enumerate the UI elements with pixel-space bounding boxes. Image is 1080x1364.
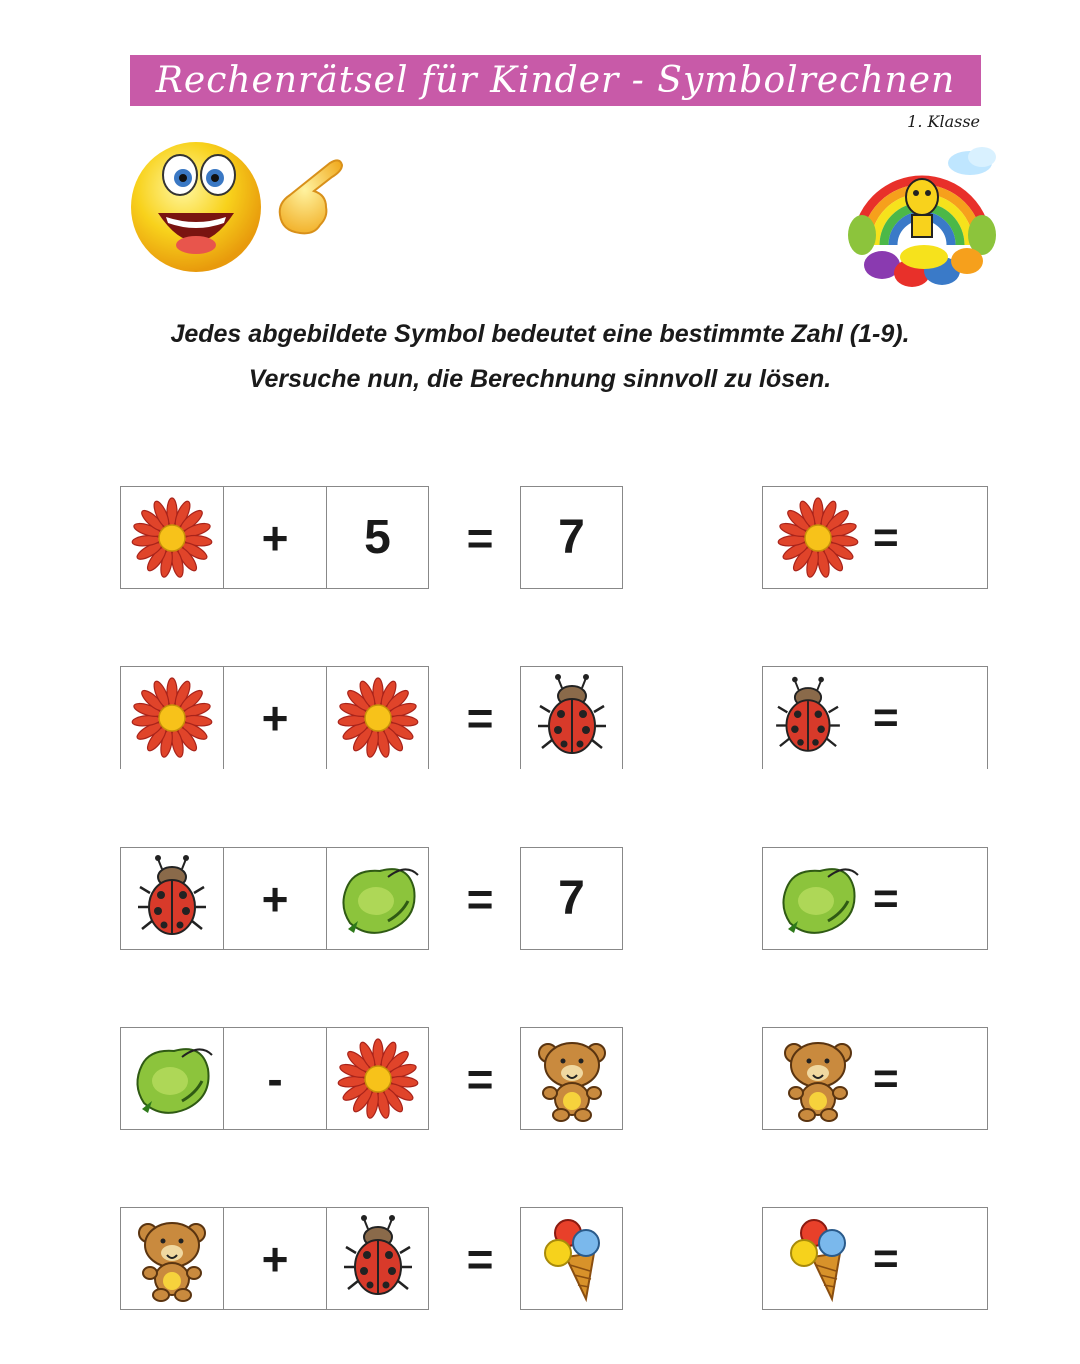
equals-sign: = bbox=[466, 1232, 494, 1285]
equation-2-result bbox=[520, 666, 623, 769]
flower-icon bbox=[124, 490, 220, 586]
equation-5-operator bbox=[223, 1207, 326, 1310]
kiwi-icon bbox=[770, 851, 866, 947]
flower-icon bbox=[330, 670, 426, 766]
equation-5-operand-b bbox=[326, 1207, 429, 1310]
equals-sign: = bbox=[466, 691, 494, 744]
teddy-bear-icon bbox=[524, 1031, 620, 1127]
equation-2-operand-a bbox=[120, 666, 223, 769]
ice-cream-icon bbox=[524, 1211, 620, 1307]
operator-plus: + bbox=[261, 511, 289, 564]
ice-cream-icon bbox=[770, 1211, 866, 1307]
equation-4-operand-b bbox=[326, 1027, 429, 1130]
teddy-bear-icon bbox=[124, 1211, 220, 1307]
rainbow-bee-logo bbox=[842, 135, 1002, 295]
answer-box-4[interactable] bbox=[762, 1027, 988, 1130]
equation-row-4 bbox=[0, 1027, 1080, 1131]
answer-equals-sign: = bbox=[873, 1053, 899, 1103]
equation-4-operator bbox=[223, 1027, 326, 1130]
ladybug-icon bbox=[330, 1211, 426, 1307]
kiwi-icon bbox=[124, 1031, 220, 1127]
equation-3-operand-b bbox=[326, 847, 429, 950]
equals-sign: = bbox=[466, 1052, 494, 1105]
instruction-line-2: Versuche nun, die Berechnung sinnvoll zu lösen. bbox=[248, 365, 832, 393]
equation-3-operand-a bbox=[120, 847, 223, 950]
answer-box-2[interactable] bbox=[762, 666, 988, 769]
operator-plus: + bbox=[261, 692, 289, 744]
equation-4-result bbox=[520, 1027, 623, 1130]
page-title: Rechenrätsel für Kinder - Symbolrechnen bbox=[155, 60, 956, 101]
number-value: 7 bbox=[558, 511, 585, 564]
ladybug-icon bbox=[524, 670, 620, 766]
equation-row-2 bbox=[0, 666, 1080, 770]
answer-equals-sign: = bbox=[873, 693, 899, 742]
equation-5-operand-a bbox=[120, 1207, 223, 1310]
flower-icon bbox=[124, 670, 220, 766]
equation-row-3 bbox=[0, 847, 1080, 951]
ladybug-icon bbox=[124, 851, 220, 947]
teddy-bear-icon bbox=[770, 1031, 866, 1127]
answer-box-3[interactable] bbox=[762, 847, 988, 950]
equation-3-operator bbox=[223, 847, 326, 950]
equals-sign: = bbox=[466, 872, 494, 925]
equation-1-operand-b bbox=[326, 486, 429, 589]
flower-icon bbox=[770, 490, 866, 586]
title-banner bbox=[130, 55, 981, 106]
equals-sign: = bbox=[466, 511, 494, 564]
number-value: 7 bbox=[558, 872, 585, 925]
equation-row-1 bbox=[0, 486, 1080, 590]
answer-equals-sign: = bbox=[873, 512, 899, 562]
operator-plus: + bbox=[261, 872, 289, 925]
grade-label: 1. Klasse bbox=[907, 112, 980, 131]
answer-box-1[interactable] bbox=[762, 486, 988, 589]
instruction-line-1: Jedes abgebildete Symbol bedeutet eine bestimmte Zahl (1-9). bbox=[170, 320, 910, 348]
flower-icon bbox=[330, 1031, 426, 1127]
kiwi-icon bbox=[330, 851, 426, 947]
answer-equals-sign: = bbox=[873, 873, 899, 923]
ladybug-icon bbox=[763, 670, 853, 766]
pointing-hand-icon bbox=[270, 155, 345, 240]
equation-row-5 bbox=[0, 1207, 1080, 1311]
equation-5-result bbox=[520, 1207, 623, 1310]
answer-equals-sign: = bbox=[873, 1233, 899, 1283]
equation-3-result bbox=[520, 847, 623, 950]
equation-1-operand-a bbox=[120, 486, 223, 589]
smiley-icon bbox=[128, 135, 268, 275]
equation-1-operator bbox=[223, 486, 326, 589]
equation-2-operand-b bbox=[326, 666, 429, 769]
operator-minus: - bbox=[267, 1052, 283, 1105]
answer-box-5[interactable] bbox=[762, 1207, 988, 1310]
number-value: 5 bbox=[364, 511, 391, 564]
equation-1-result bbox=[520, 486, 623, 589]
operator-plus: + bbox=[261, 1232, 289, 1285]
equation-4-operand-a bbox=[120, 1027, 223, 1130]
instructions bbox=[0, 312, 1080, 402]
equation-2-operator bbox=[223, 666, 326, 769]
